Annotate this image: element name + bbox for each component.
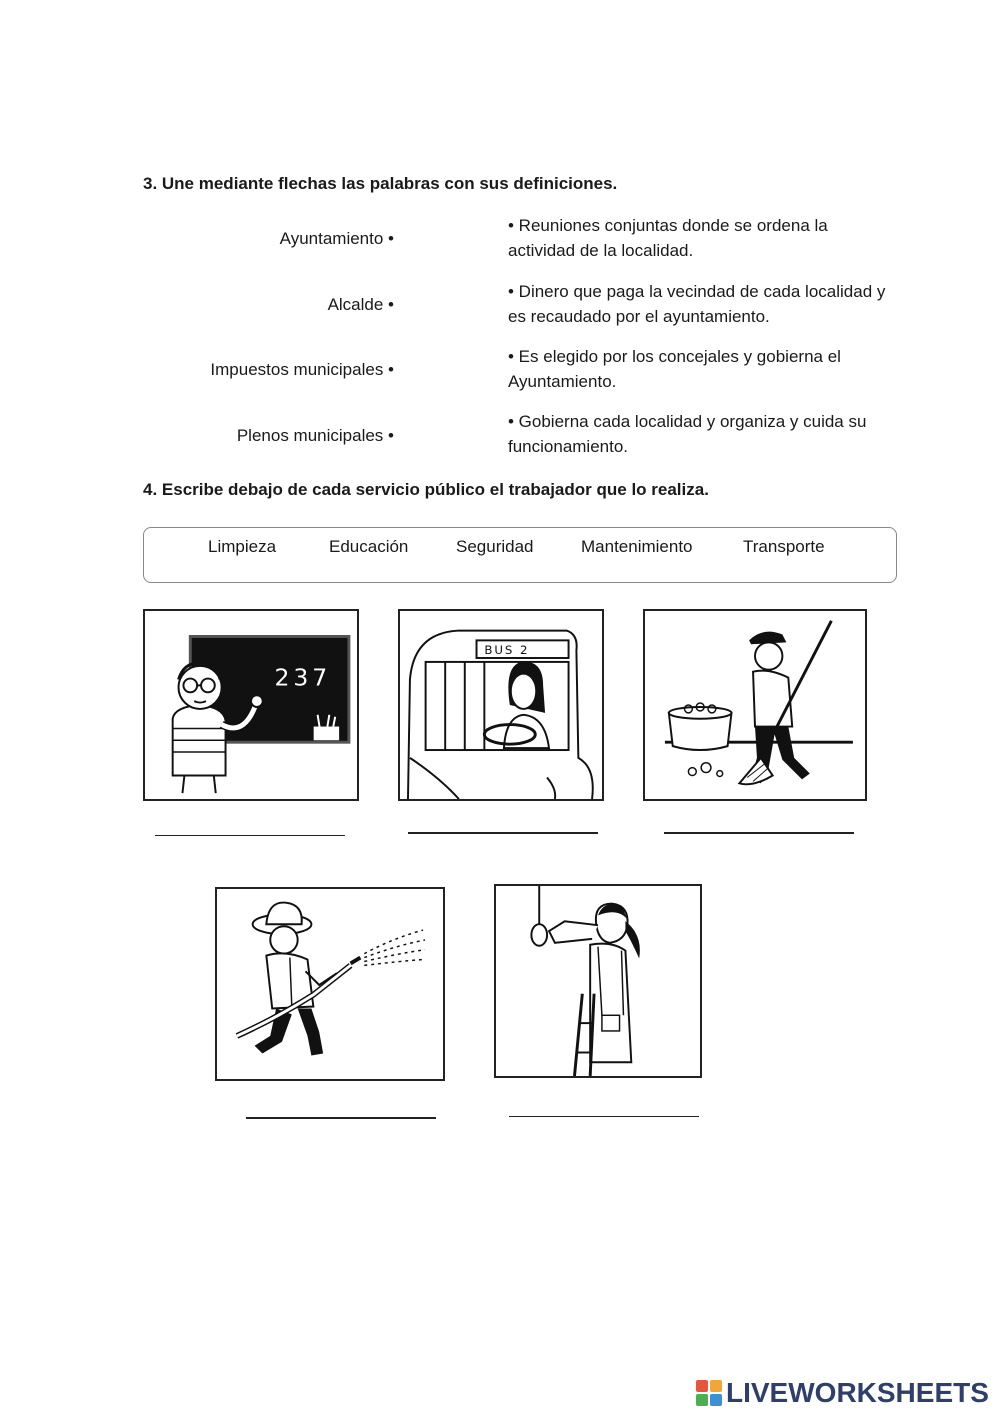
answer-line-4[interactable]: [246, 1117, 436, 1119]
logo-grid-icon: [696, 1380, 722, 1406]
teacher-illustration: [145, 611, 357, 799]
answer-line-2[interactable]: [408, 832, 598, 834]
bus-driver-illustration: [400, 611, 602, 799]
word-limpieza: Limpieza: [208, 537, 277, 556]
definition-1[interactable]: • Reuniones conjuntas donde se ordena la actividad de la localidad.: [508, 216, 828, 260]
term-ayuntamiento[interactable]: Ayuntamiento •: [279, 229, 394, 248]
word-mantenimiento: Mantenimiento: [581, 537, 693, 556]
term-alcalde[interactable]: Alcalde •: [327, 295, 394, 314]
electrician-illustration: [496, 886, 700, 1076]
term-impuestos-municipales[interactable]: Impuestos municipales •: [210, 360, 394, 379]
liveworksheets-logo: [696, 1378, 989, 1408]
board-number: 237: [274, 663, 332, 692]
answer-line-1[interactable]: [155, 835, 345, 836]
picture-teacher: [143, 609, 359, 801]
word-transporte: Transporte: [743, 537, 825, 556]
exercise-4-heading: 4. Escribe debajo de cada servicio público el trabajador que lo realiza.: [143, 480, 709, 499]
picture-firefighter: [215, 887, 445, 1081]
firefighter-illustration: [217, 889, 443, 1079]
answer-line-5[interactable]: [509, 1116, 699, 1117]
definition-2[interactable]: • Dinero que paga la vecindad de cada localidad y es recaudado por el ayuntamiento.: [508, 282, 886, 326]
picture-bus-driver: [398, 609, 604, 801]
word-educacion: Educación: [329, 537, 409, 556]
logo-text: LIVEWORKSHEETS: [726, 1377, 989, 1408]
exercise-3-heading: 3. Une mediante flechas las palabras con sus definiciones.: [143, 174, 618, 193]
definition-4[interactable]: • Gobierna cada localidad y organiza y cuida su funcionamiento.: [508, 412, 867, 456]
picture-electrician: [494, 884, 702, 1078]
answer-line-3[interactable]: [664, 832, 854, 834]
bus-sign: BUS 2: [484, 643, 530, 658]
definition-3[interactable]: • Es elegido por los concejales y gobierna el Ayuntamiento.: [508, 347, 841, 391]
street-sweeper-illustration: [645, 611, 865, 799]
picture-street-sweeper: [643, 609, 867, 801]
word-seguridad: Seguridad: [456, 537, 534, 556]
term-plenos-municipales[interactable]: Plenos municipales •: [236, 426, 394, 445]
